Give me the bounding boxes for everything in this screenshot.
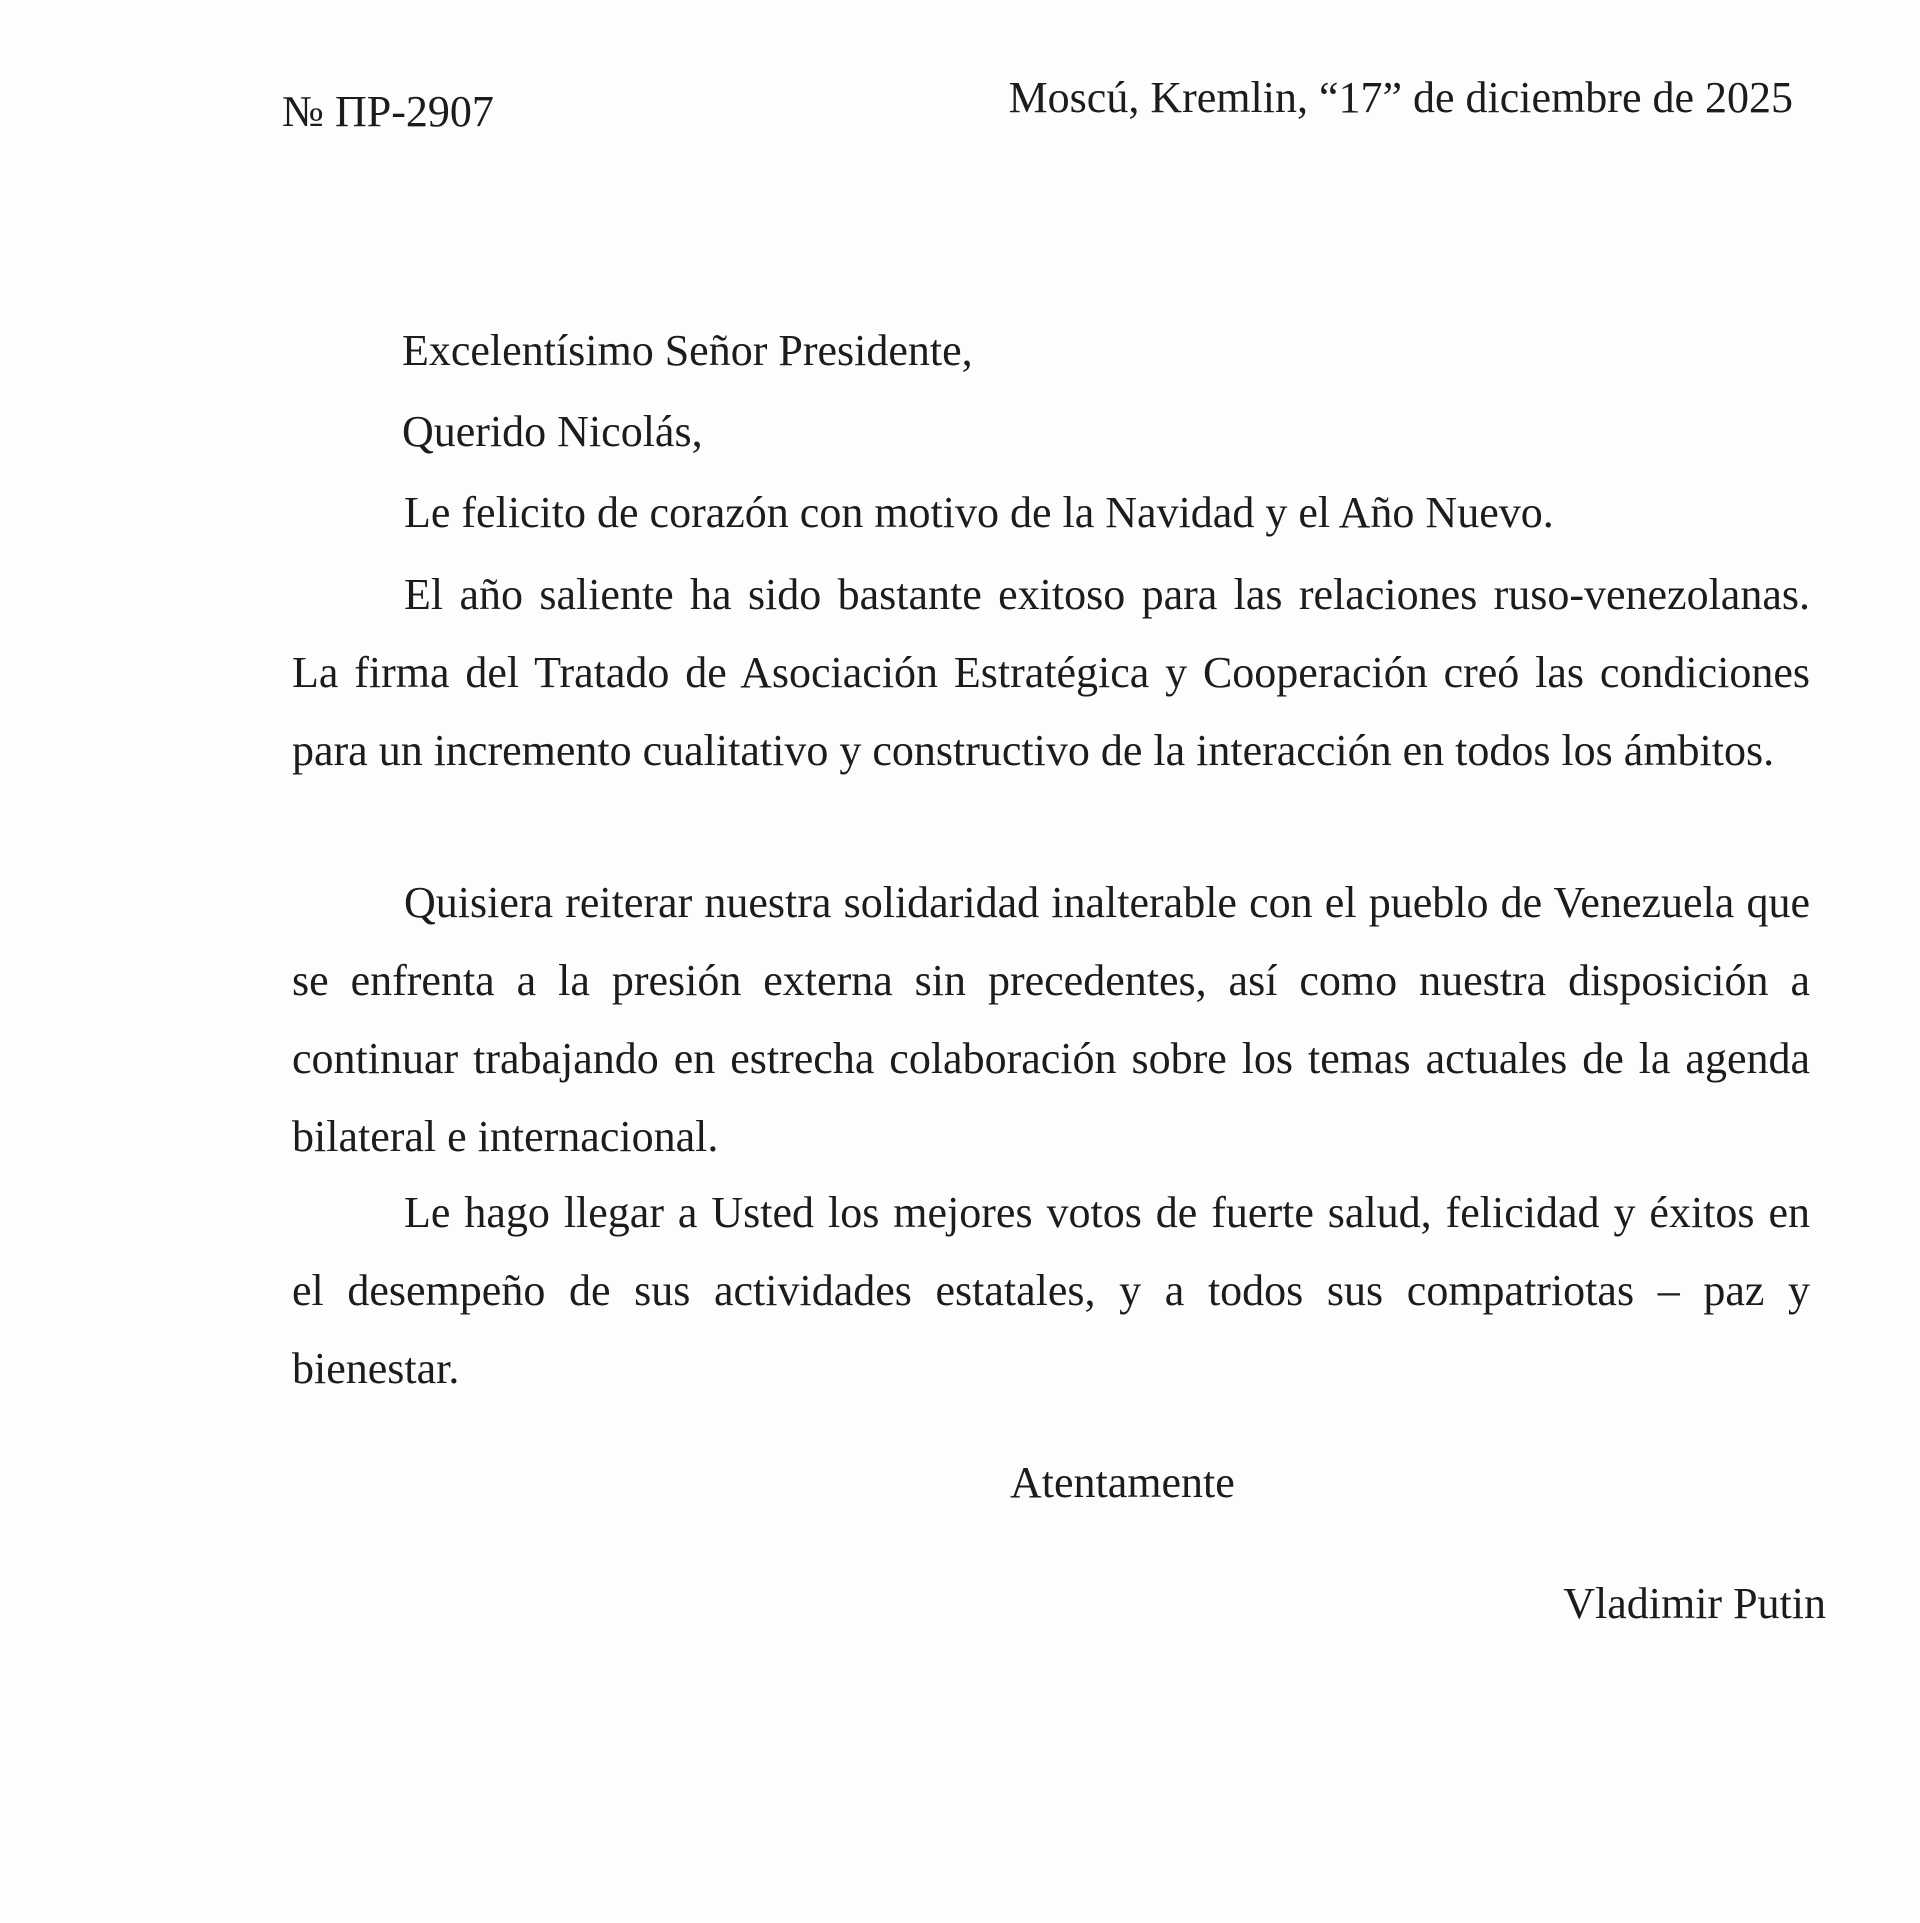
signatory-name: Vladimir Putin (1563, 1579, 1826, 1628)
place-and-date: Moscú, Kremlin, “17” de diciembre de 2025 (1008, 73, 1793, 122)
salutation-formal: Excelentísimo Señor Presidente, (402, 326, 973, 375)
paragraph-relations: El año saliente ha sido bastante exitoso para las relaciones ruso-venezolanas. La firma del Tratado de Asociación Estratégica y Cooperación creó las condiciones para un incremento cualitativo y constructivo de la interacción en todos los ámbitos. (292, 570, 1810, 775)
cut-off-line (300, 1905, 860, 1923)
paragraph-solidarity: Quisiera reiterar nuestra solidaridad inalterable con el pueblo de Venezuela que se enfrenta a la presión externa sin precedentes, así como nuestra disposición a continuar trabajando en estrecha colaboración sobre los temas actuales de la agenda bilateral e internacional. (292, 878, 1810, 1161)
salutation-personal: Querido Nicolás, (402, 407, 703, 456)
paragraph-greeting: Le felicito de corazón con motivo de la Navidad y el Año Nuevo. (404, 488, 1554, 537)
closing-phrase: Atentamente (1010, 1458, 1235, 1507)
document-reference-number: № ПР-2907 (282, 87, 494, 136)
paragraph-wishes: Le hago llegar a Usted los mejores votos de fuerte salud, felicidad y éxitos en el desempeño de sus actividades estatales, y a todos sus compatriotas – paz y bienestar. (292, 1188, 1810, 1393)
